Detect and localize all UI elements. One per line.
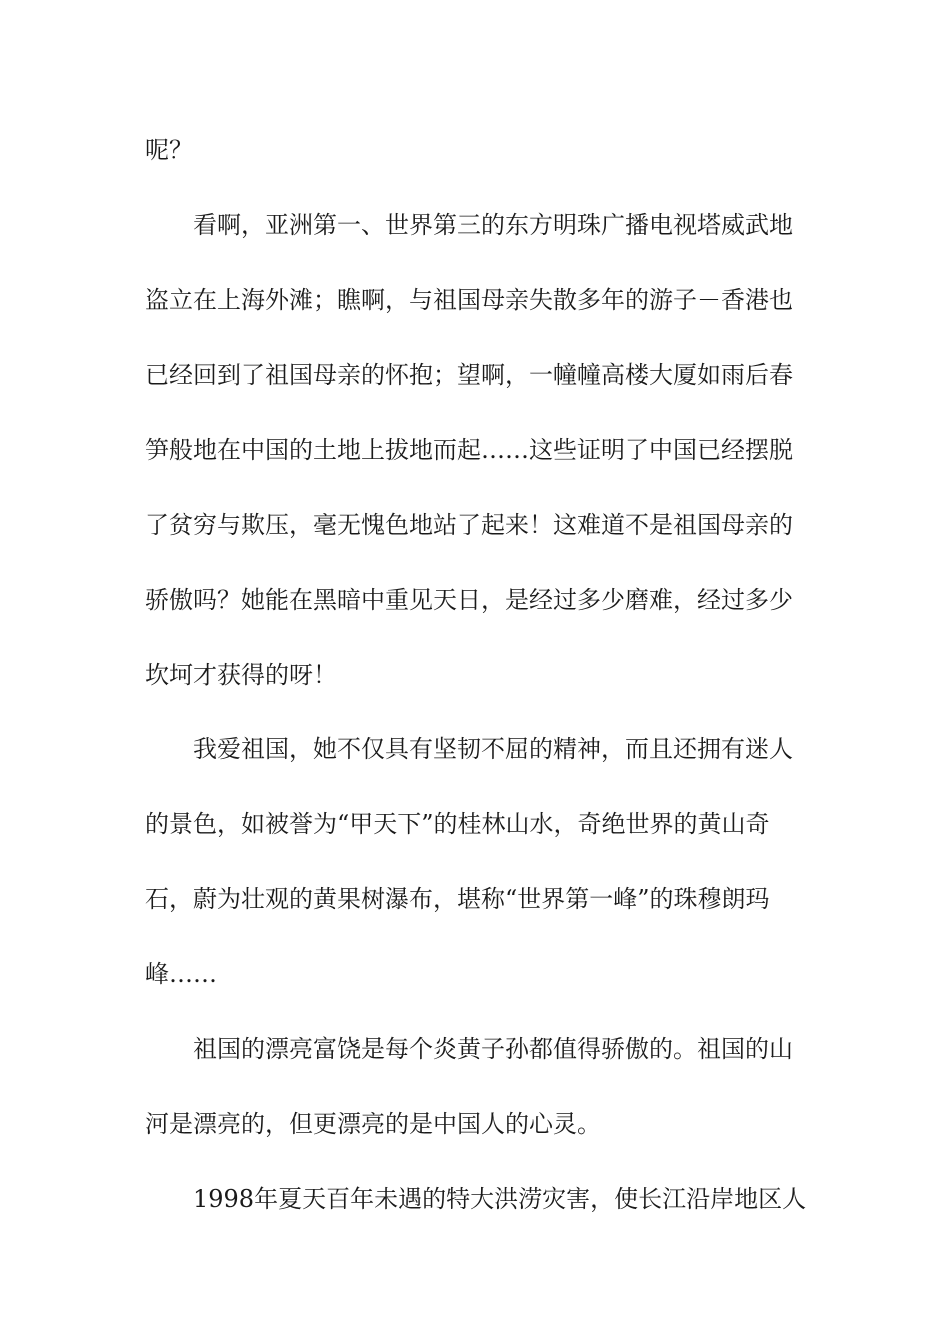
paragraph-start-line: 1998年夏天百年未遇的特大洪涝灾害，使长江沿岸地区人 [193, 1185, 807, 1213]
paragraph-start-line: 我爱祖国，她不仅具有坚韧不屈的精神，而且还拥有迷人 [193, 735, 793, 763]
text-line: 骄傲吗？她能在黑暗中重见天日，是经过多少磨难，经过多少 [145, 586, 793, 614]
text-line: 了贫穷与欺压，毫无愧色地站了起来！这难道不是祖国母亲的 [145, 511, 793, 539]
text-line: 已经回到了祖国母亲的怀抱；望啊，一幢幢高楼大厦如雨后春 [145, 361, 793, 389]
text-line: 笋般地在中国的土地上拔地而起……这些证明了中国已经摆脱 [145, 436, 793, 464]
paragraph-start-line: 祖国的漂亮富饶是每个炎黄子孙都值得骄傲的。祖国的山 [193, 1035, 793, 1063]
text-line: 坎坷才获得的呀！ [145, 661, 337, 689]
text-line: 盗立在上海外滩；瞧啊，与祖国母亲失散多年的游子－香港也 [145, 286, 793, 314]
paragraph-start-line: 看啊，亚洲第一、世界第三的东方明珠广播电视塔威武地 [193, 211, 793, 239]
text-line: 石，蔚为壮观的黄果树瀑布，堪称“世界第一峰”的珠穆朗玛 [145, 885, 770, 913]
text-line: 的景色，如被誉为“甲天下”的桂林山水，奇绝世界的黄山奇 [145, 810, 770, 838]
text-line: 河是漂亮的，但更漂亮的是中国人的心灵。 [145, 1110, 601, 1138]
text-line: 峰…… [145, 960, 217, 988]
text-line: 呢？ [145, 136, 193, 164]
